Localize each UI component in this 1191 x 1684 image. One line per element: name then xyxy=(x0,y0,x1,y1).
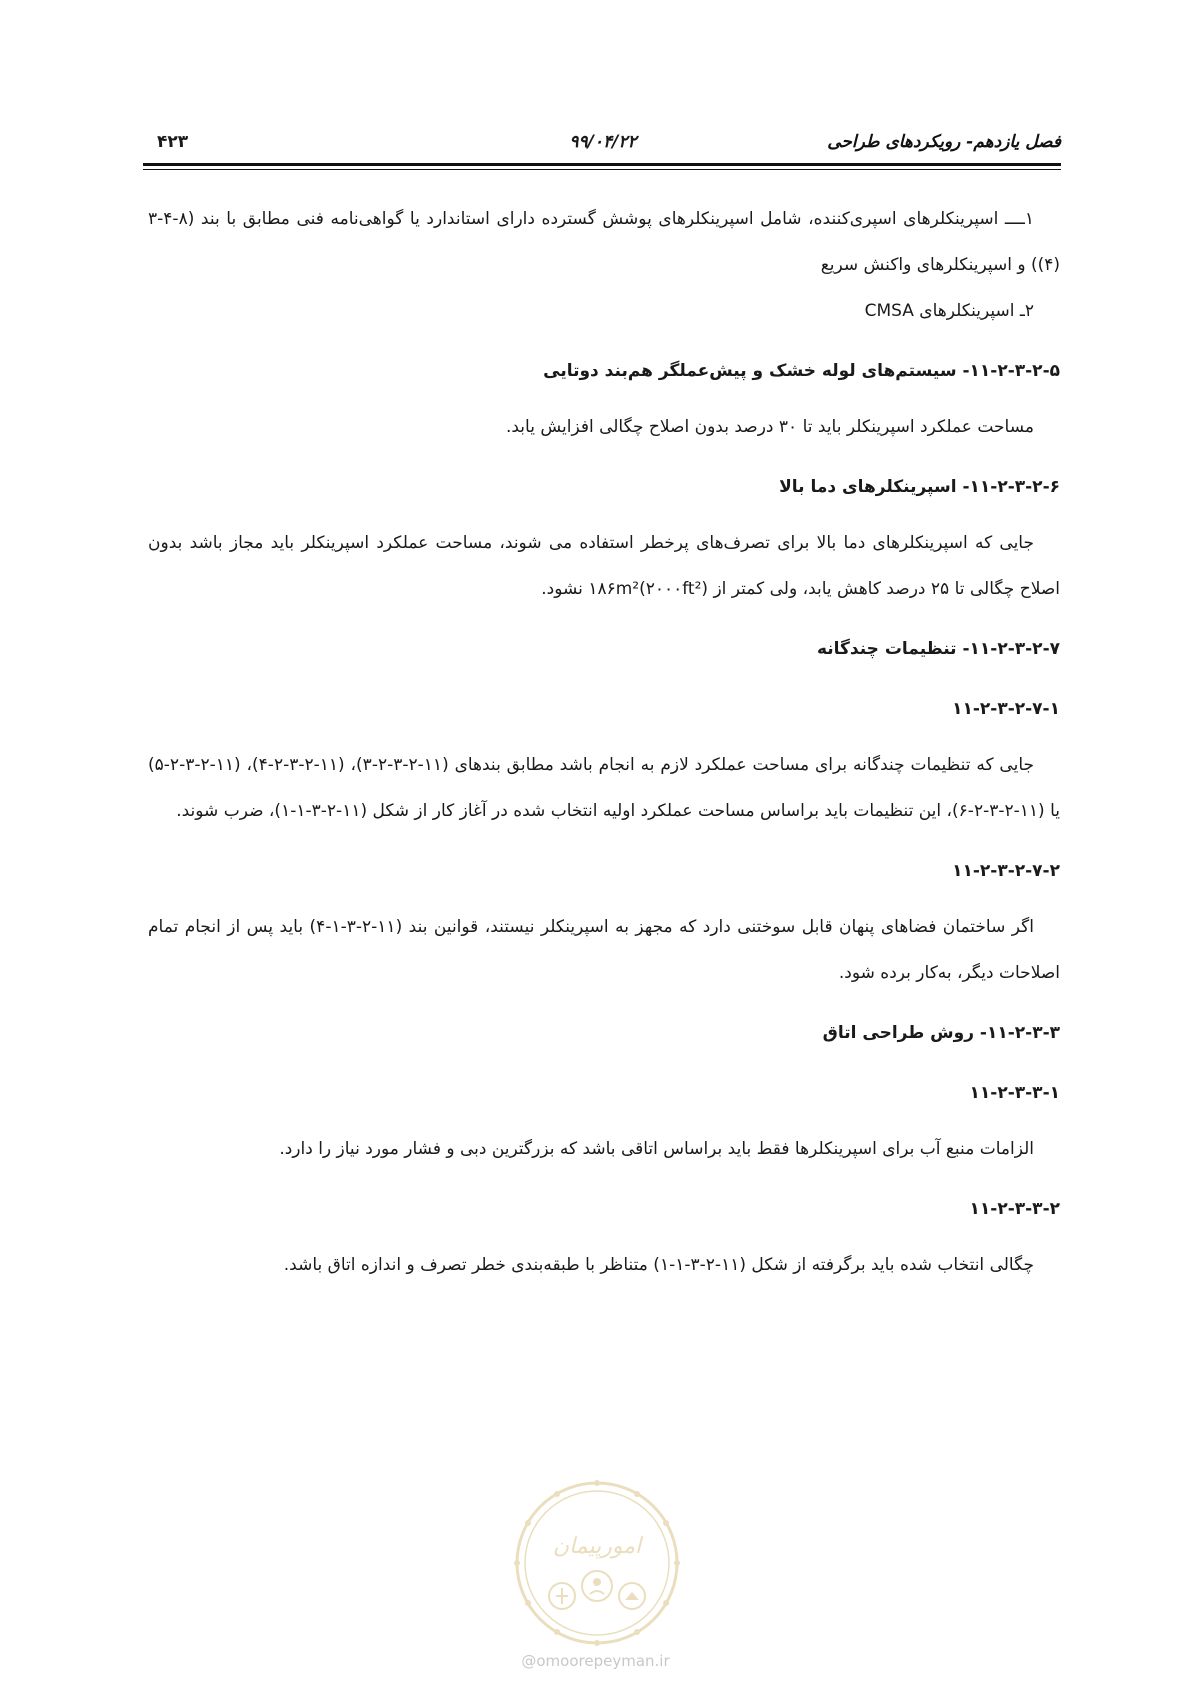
section-heading: ۱۱-۲-۳-۲-۷- تنظیمات چندگانه xyxy=(816,639,1060,659)
watermark-site: @omoorepeyman.ir xyxy=(521,1652,670,1670)
paragraph: مساحت عملکرد اسپرینکلر باید تا ۳۰ درصد بدون اصلاح چگالی افزایش یابد. xyxy=(505,417,1034,437)
page-header xyxy=(143,128,1061,158)
list-item-1: ۱ــــ اسپرینکلرهای اسپری‌کننده، شامل اسپرینکلرهای پوشش گسترده دارای استاندارد یا گواهی‌نامه فنی مطابق با بند (۸-۴-۳ (۴)) و اسپرینکلرهای واکنش سریع xyxy=(148,209,1060,275)
page-number: ۴۲۳ xyxy=(157,132,189,152)
header-date: ۹۹/۰۴/۲۲ xyxy=(569,132,637,152)
watermark-logo-text: امورپیمان xyxy=(552,1534,642,1559)
subsection-heading: ۱۱-۲-۳-۳-۱ xyxy=(969,1083,1060,1103)
paragraph: اگر ساختمان فضاهای پنهان قابل سوختنی دارد که مجهز به اسپرینکلر نیستند، قوانین بند (۱۱-۲-۳-۱-۴) باید پس از انجام تمام اصلاحات دیگر، به‌کار برده شود. xyxy=(148,917,1060,983)
header-rule-thin xyxy=(143,169,1061,170)
paragraph: چگالی انتخاب شده باید برگرفته از شکل (۱۱-۲-۳-۱-۱) متناظر با طبقه‌بندی خطر تصرف و اندازه اتاق باشد. xyxy=(283,1255,1034,1275)
header-rule-thick xyxy=(143,163,1061,166)
paragraph: جایی که تنظیمات چندگانه برای مساحت عملکرد لازم به انجام باشد مطابق بندهای (۱۱-۲-۳-۲-۳)، (۱۱-۲-۳-۲-۴)، (۱۱-۲-۳-۲-۵) یا (۱۱-۲-۳-۲-۶)، این تنظیمات باید براساس مساحت عملکرد اولیه انتخاب شده در آغاز کار از شکل (۱۱-۲-۳-۱-۱)، ضرب شوند. xyxy=(148,755,1060,821)
section-heading: ۱۱-۲-۳-۲-۶- اسپرینکلرهای دما بالا xyxy=(779,477,1060,497)
section-heading: ۱۱-۲-۳-۳- روش طراحی اتاق xyxy=(822,1023,1060,1043)
subsection-heading: ۱۱-۲-۳-۲-۷-۲ xyxy=(952,861,1060,881)
subsection-heading: ۱۱-۲-۳-۳-۲ xyxy=(969,1199,1060,1219)
paragraph: الزامات منبع آب برای اسپرینکلرها فقط باید براساس اتاقی باشد که بزرگترین دبی و فشار مورد نیاز را دارد. xyxy=(279,1139,1034,1159)
subsection-heading: ۱۱-۲-۳-۲-۷-۱ xyxy=(952,699,1060,719)
watermark-logo xyxy=(512,1478,682,1648)
paragraph: جایی که اسپرینکلرهای دما بالا برای تصرف‌های پرخطر استفاده می شوند، مساحت عملکرد اسپرینکلر باید مجاز باشد بدون اصلاح چگالی تا ۲۵ درصد کاهش یابد، ولی کمتر از ۱۸۶m²(۲۰۰۰ft²) نشود. xyxy=(148,533,1060,599)
list-item-2: ۲ـ اسپرینکلرهای CMSA xyxy=(864,301,1034,321)
section-heading: ۱۱-۲-۳-۲-۵- سیستم‌های لوله خشک و پیش‌عملگر هم‌بند دوتایی xyxy=(543,361,1060,381)
document-body xyxy=(148,196,1060,1288)
chapter-title: فصل یازدهم- رویکردهای طراحی xyxy=(827,132,1061,152)
